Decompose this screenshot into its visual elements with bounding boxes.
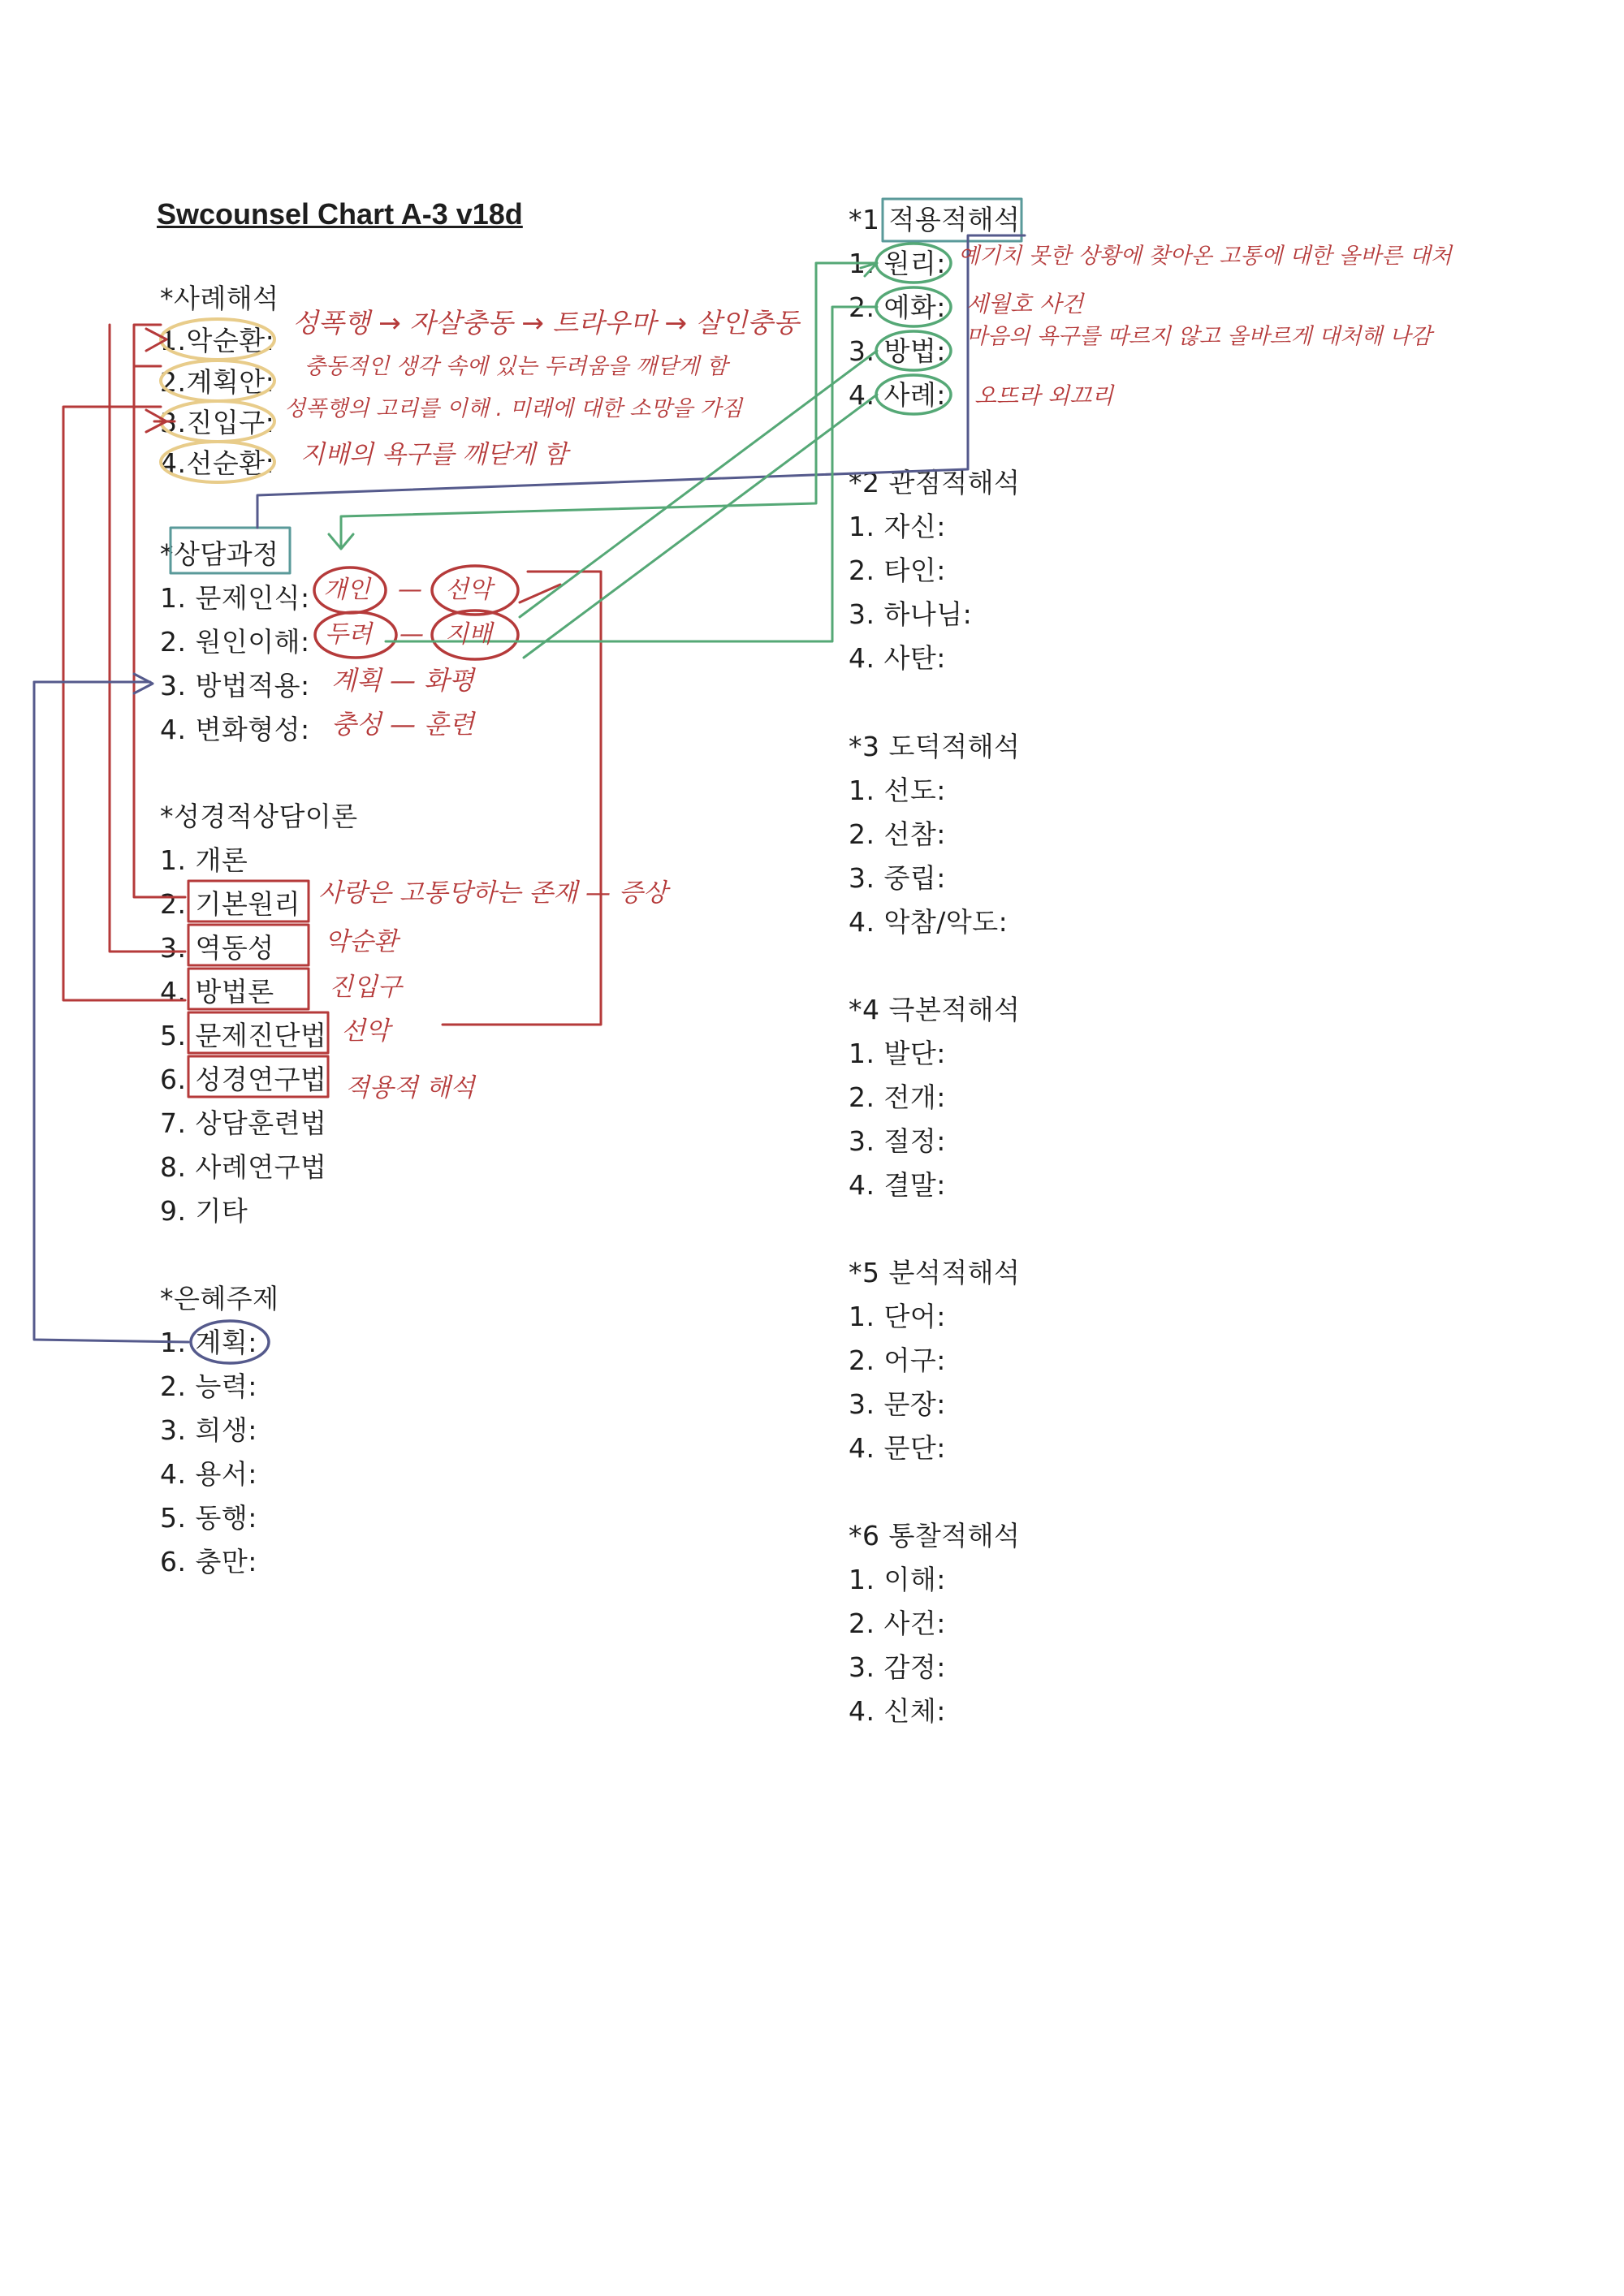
list-item: 6. 성경연구법 (160, 1064, 327, 1095)
list-item: 2. 예화: (849, 291, 946, 323)
note-process-2b: 지배 (445, 620, 492, 649)
section-heading: *성경적상담이론 (160, 801, 358, 832)
list-item: 2. 사건: (849, 1608, 946, 1639)
list-item: 7. 상담훈련법 (160, 1107, 327, 1139)
section-heading: *사례해석 (160, 283, 279, 314)
list-item: 2. 원인이해: (160, 626, 310, 658)
list-item: 2. 어구: (849, 1344, 946, 1376)
list-item: 2.계획안: (160, 366, 275, 398)
list-item: 4. 사탄: (849, 642, 946, 674)
list-item: 4. 변화형성: (160, 714, 310, 745)
list-item: 4. 악참/악도: (849, 906, 1009, 938)
list-item: 3. 절정: (849, 1125, 946, 1157)
list-item: 3. 방법적용: (160, 670, 310, 701)
list-item: 5. 문제진단법 (160, 1020, 327, 1051)
section-heading: *5 분석적해석 (849, 1257, 1021, 1288)
section-heading: *4 극본적해석 (849, 994, 1021, 1025)
list-item: 4. 방법론 (160, 976, 274, 1008)
note-process-4: 충성 — 훈련 (331, 709, 474, 740)
note-theory-6: 적용적 해석 (345, 1073, 475, 1103)
dash-mark: — (400, 620, 424, 649)
list-item: 4. 사례: (849, 379, 946, 411)
section-heading: *은혜주제 (160, 1283, 279, 1314)
list-item: 4. 결말: (849, 1169, 946, 1201)
section-heading: *2 관점적해석 (849, 467, 1021, 498)
list-item: 3. 방법: (849, 335, 946, 367)
list-item: 3.진입구: (160, 407, 275, 438)
note-theory-4: 진입구 (329, 973, 402, 1002)
list-item: 3. 중립: (849, 862, 946, 894)
note-case-1: 성폭행 → 자살충동 → 트라우마 → 살인충동 (292, 307, 800, 339)
list-item: 1. 단어: (849, 1301, 946, 1332)
section-heading: *1 적용적해석 (849, 204, 1021, 235)
note-case-2: 충동적인 생각 속에 있는 두려움을 깨닫게 함 (304, 354, 728, 379)
note-theory-5: 선악 (341, 1016, 390, 1046)
note-case-3: 성폭행의 고리를 이해 . 미래에 대한 소망을 가짐 (284, 396, 743, 421)
list-item: 3. 문장: (849, 1388, 946, 1420)
section-heading: *3 도덕적해석 (849, 731, 1021, 762)
list-item: 1. 계획: (160, 1327, 257, 1358)
note-process-3: 계획 — 화평 (331, 665, 474, 696)
list-item: 1. 개론 (160, 844, 248, 876)
list-item: 9. 기타 (160, 1195, 248, 1227)
list-item: 2. 타인: (849, 555, 946, 586)
list-item: 1. 자신: (849, 511, 946, 542)
list-item: 4. 용서: (160, 1458, 257, 1490)
list-item: 2. 선참: (849, 818, 946, 850)
note-case-4: 지배의 욕구를 깨닫게 함 (300, 440, 568, 469)
page-title: Swcounsel Chart A-3 v18d (157, 197, 523, 231)
list-item: 3. 감정: (849, 1651, 946, 1683)
list-item: 3. 하나님: (849, 598, 973, 630)
note-apply-2: 세월호 사건 (966, 291, 1084, 317)
note-apply-4: 오뜨라 외끄리 (974, 382, 1114, 409)
section-heading: *6 통찰적해석 (849, 1520, 1021, 1552)
list-item: 1. 선도: (849, 775, 946, 806)
list-item: 4. 문단: (849, 1432, 946, 1464)
list-item: 4. 신체: (849, 1695, 946, 1727)
list-item: 4.선순환: (160, 447, 275, 479)
list-item: 6. 충만: (160, 1546, 257, 1577)
list-item: 8. 사례연구법 (160, 1151, 327, 1183)
list-item: 2. 전개: (849, 1081, 946, 1113)
note-theory-2: 사랑은 고통당하는 존재 — 증상 (318, 878, 667, 908)
note-process-1a: 개인 (323, 576, 370, 604)
list-item: 3. 역동성 (160, 932, 274, 964)
list-item: 1.악순환: (160, 325, 275, 356)
note-theory-3: 악순환 (325, 927, 398, 956)
note-apply-3: 마음의 욕구를 따르지 않고 올바르게 대처해 나감 (966, 324, 1432, 349)
note-process-2a: 두려 (325, 620, 372, 649)
list-item: 1. 원리: (849, 248, 946, 279)
note-process-1b: 선악 (445, 576, 492, 604)
dash-mark: — (398, 576, 422, 604)
list-item: 5. 동행: (160, 1502, 257, 1534)
list-item: 1. 이해: (849, 1564, 946, 1595)
list-item: 1. 문제인식: (160, 582, 310, 614)
section-heading: *상담과정 (160, 538, 279, 570)
list-item: 1. 발단: (849, 1038, 946, 1069)
list-item: 3. 희생: (160, 1414, 257, 1446)
list-item: 2. 기본원리 (160, 888, 300, 920)
list-item: 2. 능력: (160, 1370, 257, 1402)
note-apply-1: 예기치 못한 상황에 찾아온 고통에 대한 올바른 대처 (958, 244, 1452, 269)
